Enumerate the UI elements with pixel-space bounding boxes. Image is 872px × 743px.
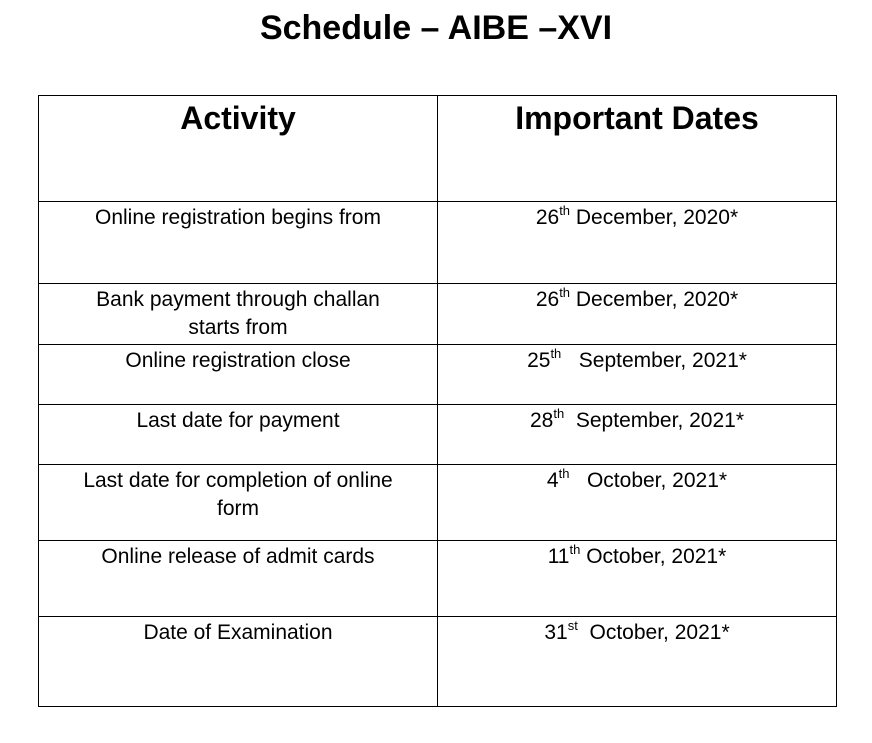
date-day: 4 xyxy=(546,469,559,492)
header-important-dates: Important Dates xyxy=(438,96,837,202)
date-cell xyxy=(438,405,837,465)
schedule-table xyxy=(38,95,837,707)
date-rest: December, 2020* xyxy=(575,288,739,311)
activity-cell: Online registration close xyxy=(39,345,438,405)
date-gap xyxy=(561,347,579,375)
header-activity: Activity xyxy=(39,96,438,202)
table-row xyxy=(39,405,837,465)
date-rest: October, 2021* xyxy=(586,469,728,492)
date-rest: September, 2021* xyxy=(575,409,744,432)
table-row xyxy=(39,617,837,707)
date-suffix: st xyxy=(567,618,578,633)
activity-cell: Bank payment through challan starts from xyxy=(39,284,438,345)
date-rest: December, 2020* xyxy=(575,206,739,229)
date-gap xyxy=(578,619,590,647)
page-title: Schedule – AIBE –XVI xyxy=(259,9,613,47)
date-cell xyxy=(438,465,837,541)
activity-cell: Last date for payment xyxy=(39,405,438,465)
date-suffix: th xyxy=(559,203,571,218)
date-suffix: th xyxy=(569,542,581,557)
date-day: 25 xyxy=(527,349,551,372)
date-rest: October, 2021* xyxy=(589,621,730,644)
activity-cell: Online registration begins from xyxy=(39,202,438,284)
activity-cell: Last date for completion of online form xyxy=(39,465,438,541)
date-cell xyxy=(438,541,837,617)
date-day: 28 xyxy=(530,409,554,432)
date-day: 26 xyxy=(535,206,560,229)
date-rest: September, 2021* xyxy=(578,349,747,372)
date-cell xyxy=(438,617,837,707)
date-day: 26 xyxy=(535,288,560,311)
table-row xyxy=(39,284,837,345)
date-cell xyxy=(438,284,837,345)
activity-cell: Online release of admit cards xyxy=(39,541,438,617)
date-suffix: th xyxy=(558,466,570,481)
date-gap xyxy=(569,467,587,495)
date-gap xyxy=(564,407,576,435)
date-suffix: th xyxy=(559,285,571,300)
date-suffix: th xyxy=(553,406,565,421)
date-cell xyxy=(438,202,837,284)
table-row xyxy=(39,541,837,617)
date-rest: October, 2021* xyxy=(586,545,727,568)
header-row xyxy=(39,96,837,202)
date-day: 11 xyxy=(547,545,570,568)
table-row xyxy=(39,345,837,405)
date-suffix: th xyxy=(550,346,562,361)
table-row xyxy=(39,202,837,284)
date-day: 31 xyxy=(544,621,568,644)
activity-cell: Date of Examination xyxy=(39,617,438,707)
date-cell xyxy=(438,345,837,405)
table-row xyxy=(39,465,837,541)
